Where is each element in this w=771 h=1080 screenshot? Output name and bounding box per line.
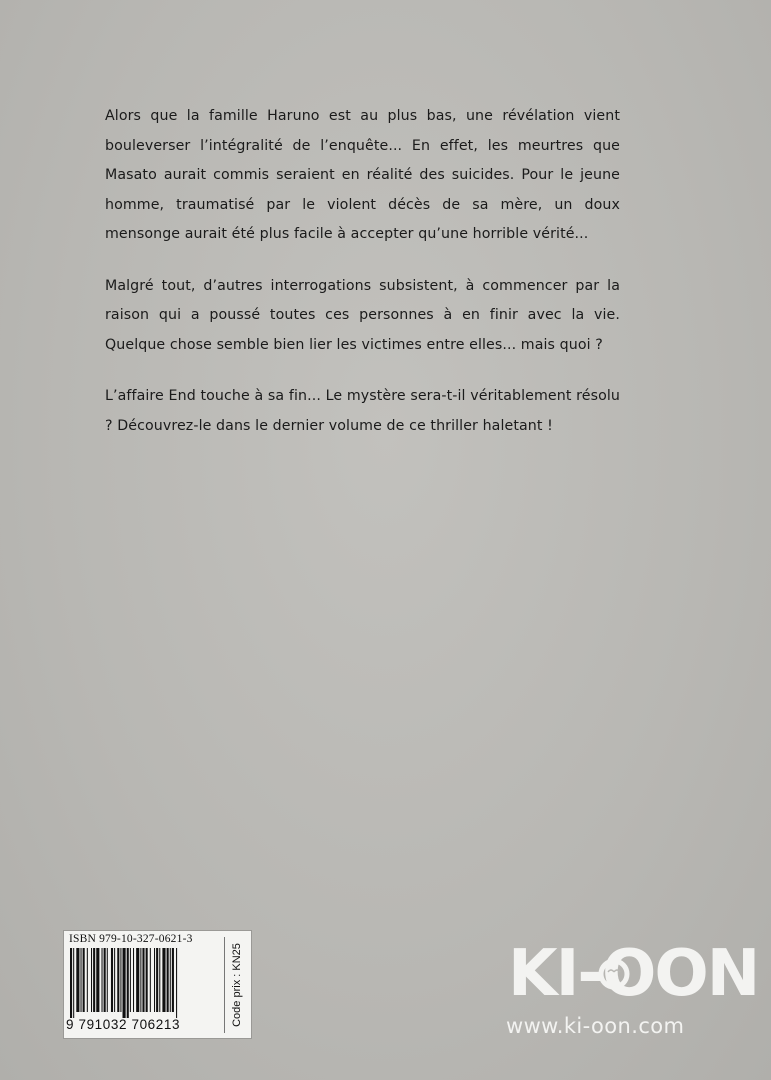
publisher-url: www.ki-oon.com (506, 1014, 685, 1038)
publisher-logo (500, 937, 759, 1048)
isbn-number: ISBN 979-10-327-0621-3 (69, 933, 193, 945)
logo-wordmark: KI‑OON (508, 937, 759, 1011)
price-code (224, 937, 249, 1033)
barcode-label (63, 930, 252, 1039)
synopsis-paragraph-1: Alors que la famille Haruno est au plus bas, une révélation vient bouleverser l’intégralité de l’enquête... En effet, les meurtres que Masato aurait commis seraient en réalité des suicides. Pour le jeune homme, traumatisé par le violent décès de sa mère, un doux mensonge aurait été plus facile à accepter qu’une horrible vérité... (105, 108, 620, 242)
synopsis-paragraph-3: L’affaire End touche à sa fin... Le mystère sera-t-il véritablement résolu ? Découvrez-le dans le dernier volume de ce thriller haletant ! (105, 388, 620, 434)
barcode-icon (68, 948, 218, 1018)
logo-emblem-icon (592, 952, 636, 996)
synopsis-text (105, 102, 620, 441)
synopsis-paragraph-2: Malgré tout, d’autres interrogations subsistent, à commencer par la raison qui a poussé toutes ces personnes à en finir avec la vie. Quelque chose semble bien lier les victimes entre elles... mais quoi ? (105, 277, 620, 353)
price-code-text: Code prix : KN25 (231, 943, 243, 1027)
ean-digits: 9 791032 706213 (66, 1017, 181, 1032)
